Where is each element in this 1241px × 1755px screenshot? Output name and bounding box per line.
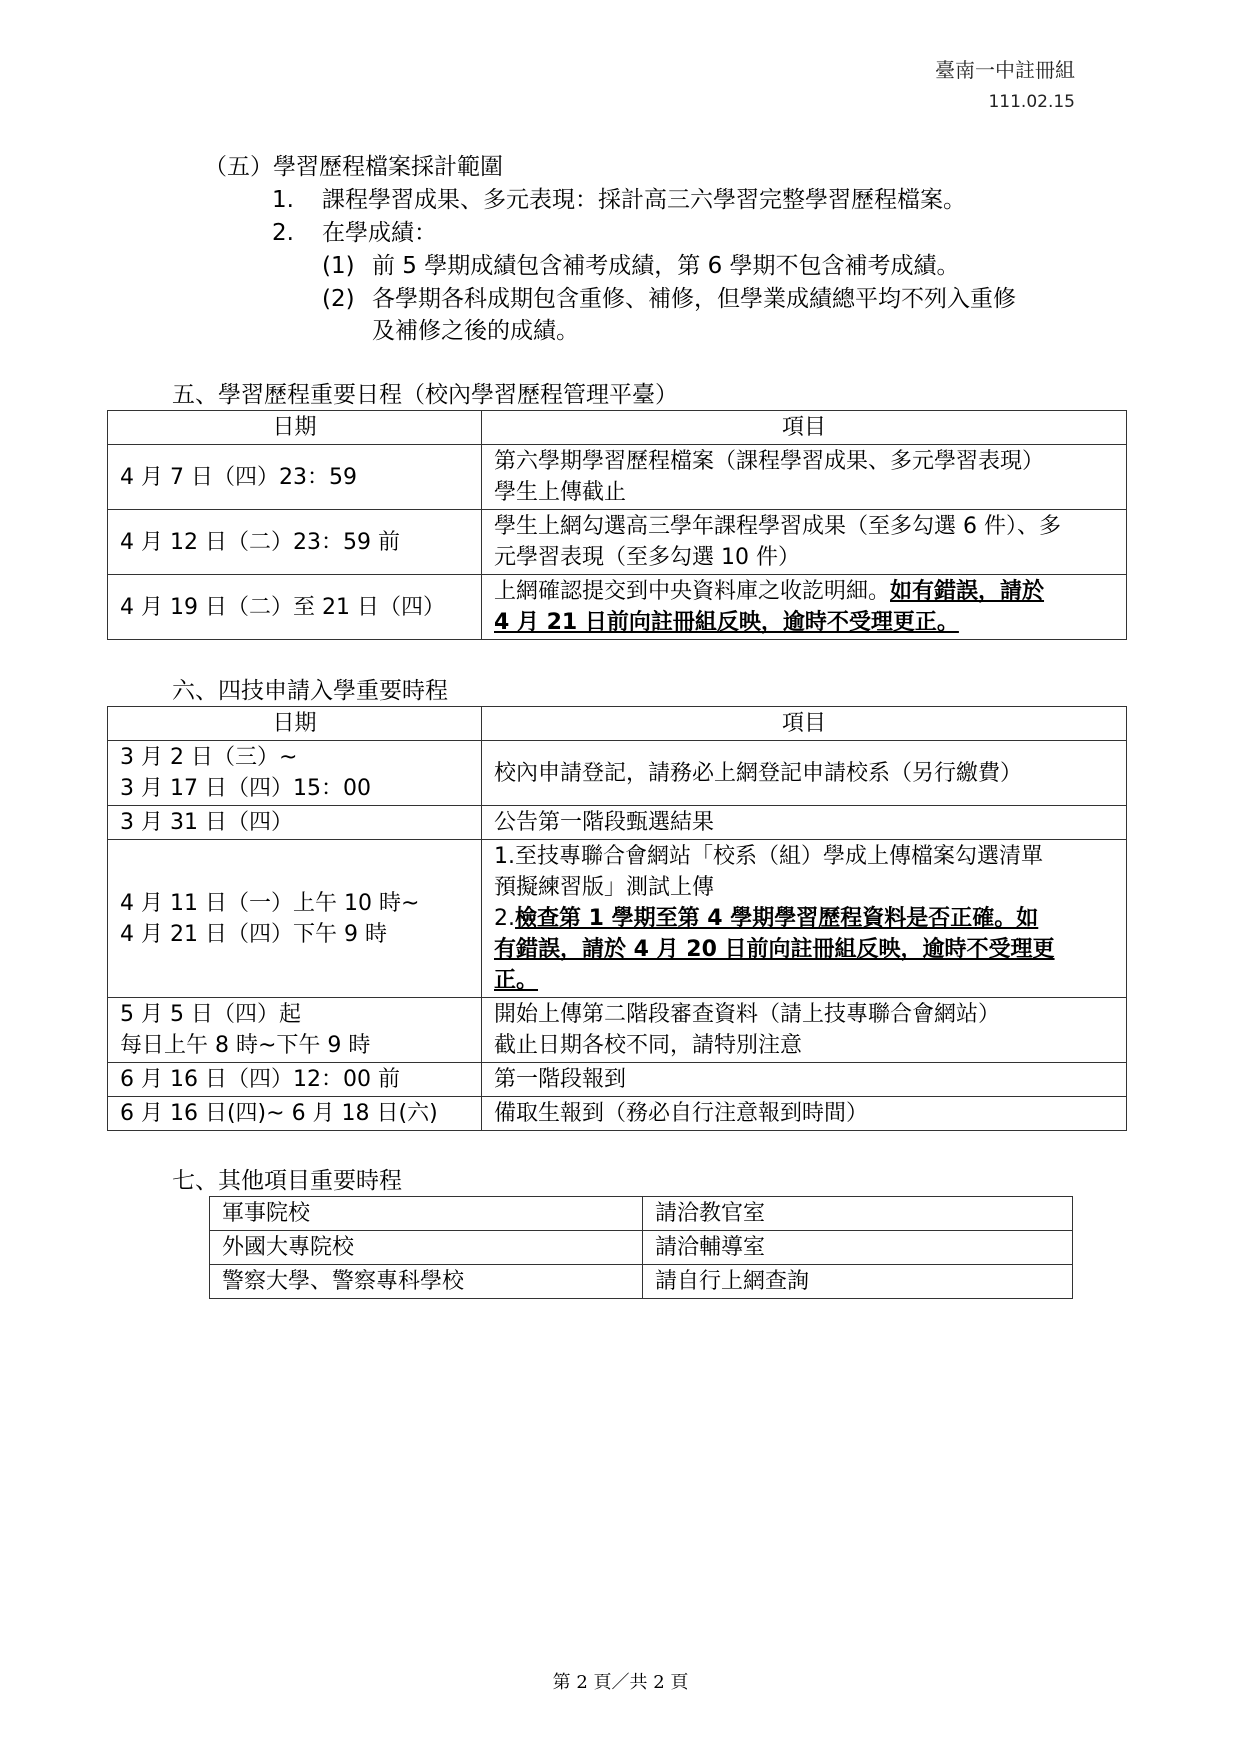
item-warning-text: 檢查第 1 學期至第 4 學期學習歷程資料是否正確。如 (515, 906, 1039, 931)
item-line: 1.至技專聯合會網站「校系（組）學成上傳檔案勾選清單 (494, 844, 1043, 869)
scope-sub1-text: 前 5 學期成績包含補考成績，第 6 學期不包含補考成績。 (372, 253, 960, 279)
table-row (108, 998, 1127, 1063)
table-row (108, 741, 1127, 806)
item-line: 第六學期學習歷程檔案（課程學習成果、多元學習表現） (494, 449, 1045, 474)
table-row (108, 840, 1127, 998)
item-line: 學生上傳截止 (494, 480, 627, 505)
header-date: 111.02.15 (988, 92, 1075, 112)
date-line: 3 月 2 日（三）~ (120, 745, 298, 770)
header-org: 臺南一中註冊組 (935, 58, 1075, 82)
table-row (108, 445, 1127, 510)
item-line: 元學習表現（至多勾選 10 件） (494, 545, 800, 570)
date-line: 4 月 21 日（四）下午 9 時 (120, 921, 387, 947)
contact-cell: 請洽教官室 (643, 1197, 1073, 1231)
other-schedule-title: 七、其他項目重要時程 (172, 1168, 402, 1194)
item-prefix: 2. (494, 906, 515, 931)
date-line: 5 月 5 日（四）起 (120, 1002, 301, 1027)
table-row (210, 1231, 1073, 1265)
date-cell: 4 月 19 日（二）至 21 日（四） (108, 575, 482, 640)
date-cell: 6 月 16 日（四）12：00 前 (108, 1063, 482, 1097)
item-cell: 校內申請登記，請務必上網登記申請校系（另行繳費） (482, 741, 1127, 806)
item-warning-line: 有錯誤，請於 4 月 20 日前向註冊組反映，逾時不受理更 (494, 937, 1055, 962)
item-line: 學生上網勾選高三學年課程學習成果（至多勾選 6 件）、多 (494, 514, 1061, 539)
tech-schedule-title: 六、四技申請入學重要時程 (172, 678, 448, 704)
date-line: 4 月 11 日（一）上午 10 時~ (120, 890, 420, 916)
table-row (108, 1097, 1127, 1131)
item-warning-line: 4 月 21 日前向註冊組反映，逾時不受理更正。 (494, 610, 959, 635)
date-cell: 6 月 16 日(四)~ 6 月 18 日(六) (108, 1097, 482, 1131)
name-cell: 外國大專院校 (210, 1231, 643, 1265)
scope-item2-num: 2. (272, 220, 294, 246)
contact-cell: 請洽輔導室 (643, 1231, 1073, 1265)
item-cell (482, 575, 1127, 640)
name-cell: 軍事院校 (210, 1197, 643, 1231)
item-line (494, 576, 1114, 607)
item-cell (482, 445, 1127, 510)
scope-item1-num: 1. (272, 187, 294, 213)
item-cell (482, 510, 1127, 575)
table-row (210, 1197, 1073, 1231)
date-cell (108, 840, 482, 998)
item-cell: 備取生報到（務必自行注意報到時間） (482, 1097, 1127, 1131)
date-cell (108, 998, 482, 1063)
table-header-row (108, 707, 1127, 741)
date-cell (108, 741, 482, 806)
scope-item1-text: 課程學習成果、多元表現：採計高三六學習完整學習歷程檔案。 (322, 187, 966, 213)
date-cell: 3 月 31 日（四） (108, 806, 482, 840)
scope-sub2-text-line2: 及補修之後的成績。 (372, 318, 579, 344)
other-schedule-table (209, 1196, 1073, 1299)
item-warning-text: 如有錯誤，請於 (890, 579, 1045, 604)
table-row (108, 1063, 1127, 1097)
item-cell: 第一階段報到 (482, 1063, 1127, 1097)
scope-item2-text: 在學成績： (322, 220, 437, 246)
table-row (210, 1265, 1073, 1299)
scope-sub2-num: (2) (322, 286, 355, 312)
date-line: 3 月 17 日（四）15：00 (120, 776, 371, 801)
table-row (108, 510, 1127, 575)
scope-sub2-text-line1: 各學期各科成期包含重修、補修，但學業成績總平均不列入重修 (372, 286, 1016, 312)
item-line: 預擬練習版」測試上傳 (494, 875, 715, 900)
item-text: 上網確認提交到中央資料庫之收訖明細。 (494, 579, 891, 604)
name-cell: 警察大學、警察專科學校 (210, 1265, 643, 1299)
table-header-row (108, 411, 1127, 445)
item-cell (482, 998, 1127, 1063)
item-line (494, 903, 1114, 934)
date-cell: 4 月 7 日（四）23：59 (108, 445, 482, 510)
page-number: 第 2 頁／共 2 頁 (552, 1672, 689, 1693)
date-line: 每日上午 8 時~下午 9 時 (120, 1033, 371, 1058)
contact-cell: 請自行上網查詢 (643, 1265, 1073, 1299)
item-line: 開始上傳第二階段審查資料（請上技專聯合會網站） (494, 1002, 1001, 1027)
item-line: 截止日期各校不同，請特別注意 (494, 1033, 803, 1058)
date-cell: 4 月 12 日（二）23：59 前 (108, 510, 482, 575)
item-warning-line: 正。 (494, 968, 539, 993)
column-header-date: 日期 (108, 411, 482, 445)
portfolio-schedule-title: 五、學習歷程重要日程（校內學習歷程管理平臺） (172, 382, 678, 408)
table-row (108, 806, 1127, 840)
item-cell: 公告第一階段甄選結果 (482, 806, 1127, 840)
column-header-date: 日期 (108, 707, 482, 741)
column-header-item: 項目 (482, 411, 1127, 445)
tech-schedule-table (107, 706, 1127, 1131)
portfolio-schedule-table (107, 410, 1127, 640)
item-cell (482, 840, 1127, 998)
scope-title: （五）學習歷程檔案採計範圍 (204, 154, 503, 180)
table-row (108, 575, 1127, 640)
column-header-item: 項目 (482, 707, 1127, 741)
scope-sub1-num: (1) (322, 253, 355, 279)
